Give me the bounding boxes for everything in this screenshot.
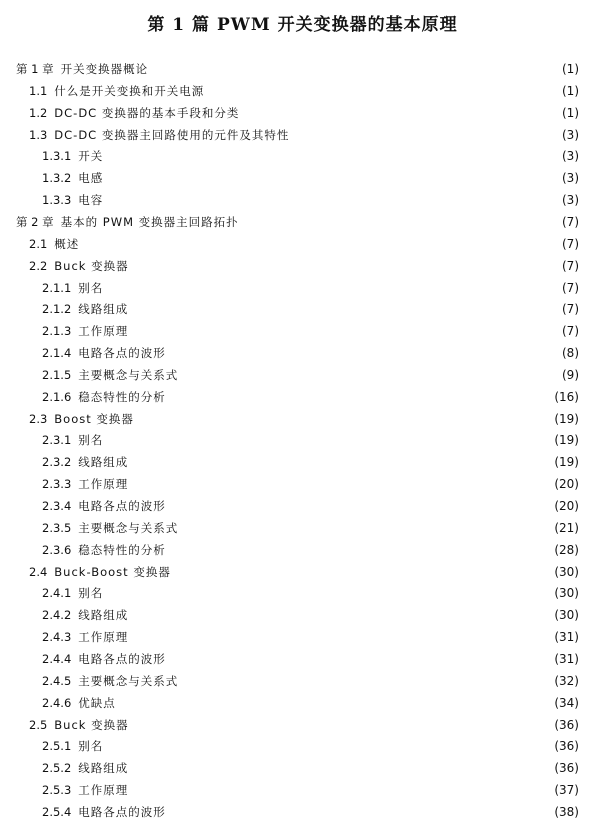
toc-entry-title: 电路各点的波形 — [78, 499, 166, 513]
toc-entry-number: 2.5.3 — [42, 783, 72, 797]
toc-entry-number: 2.3.4 — [42, 499, 72, 513]
toc-entry[interactable] — [42, 583, 103, 603]
toc-entry-number: 2.2 — [29, 259, 48, 273]
toc-entry-number: 2.3 — [29, 412, 48, 426]
toc-entry-page: (21) — [554, 521, 579, 535]
toc-entry-number: 1.2 — [29, 106, 48, 120]
toc-entry[interactable] — [42, 190, 103, 210]
toc-entry-number: 2.5.1 — [42, 739, 72, 753]
toc-entry-page: (7) — [562, 215, 579, 229]
toc-entry[interactable] — [42, 146, 103, 166]
toc-entry-page: (30) — [554, 565, 579, 579]
toc-entry[interactable] — [42, 671, 178, 691]
toc-entry-title: 开关 — [78, 149, 104, 163]
toc-entry[interactable] — [42, 802, 166, 822]
toc-entry-page: (9) — [562, 368, 579, 382]
toc-entry-page: (7) — [562, 281, 579, 295]
toc-entry-title: 电感 — [78, 171, 104, 185]
toc-entry[interactable] — [42, 693, 116, 713]
toc-entry[interactable] — [29, 81, 204, 101]
toc-entry-title: 电容 — [78, 193, 104, 207]
toc-entry-title: 别名 — [78, 586, 104, 600]
toc-entry-title: Buck 变换器 — [54, 259, 129, 273]
toc-entry-page: (1) — [562, 62, 579, 76]
toc-entry[interactable] — [16, 59, 148, 79]
toc-entry[interactable] — [42, 387, 166, 407]
toc-entry-number: 2.1 — [29, 237, 48, 251]
toc-entry-page: (38) — [554, 805, 579, 819]
toc-entry-title: 线路组成 — [78, 302, 129, 316]
toc-entry[interactable] — [42, 452, 128, 472]
toc-entry-number: 2.4.2 — [42, 608, 72, 622]
toc-entry-title: Buck 变换器 — [54, 718, 129, 732]
toc-entry-title: 工作原理 — [78, 783, 129, 797]
toc-entry[interactable] — [29, 715, 129, 735]
toc-entry-title: 电路各点的波形 — [78, 346, 166, 360]
toc-entry-page: (7) — [562, 302, 579, 316]
toc-entry-number: 1.3.1 — [42, 149, 72, 163]
toc-entry-number: 2.3.3 — [42, 477, 72, 491]
toc-entry-page: (20) — [554, 477, 579, 491]
toc-entry-number: 2.4 — [29, 565, 48, 579]
toc-entry[interactable] — [42, 758, 128, 778]
toc-entry[interactable] — [42, 605, 128, 625]
toc-entry-title: DC-DC 变换器的基本手段和分类 — [54, 106, 240, 120]
toc-entry[interactable] — [29, 103, 239, 123]
toc-entry-number: 2.5.2 — [42, 761, 72, 775]
toc-entry[interactable] — [42, 168, 103, 188]
toc-entry[interactable] — [42, 736, 103, 756]
toc-entry-page: (37) — [554, 783, 579, 797]
toc-entry[interactable] — [29, 409, 134, 429]
toc-entry-page: (19) — [554, 433, 579, 447]
toc-entry-page: (36) — [554, 739, 579, 753]
toc-entry-page: (16) — [554, 390, 579, 404]
toc-entry-number: 2.4.4 — [42, 652, 72, 666]
toc-entry-title: 主要概念与关系式 — [78, 674, 179, 688]
toc-entry-title: 工作原理 — [78, 324, 129, 338]
toc-entry[interactable] — [42, 365, 178, 385]
toc-entry-number: 第 2 章 — [16, 215, 54, 229]
toc-entry-title: 工作原理 — [78, 477, 129, 491]
toc-entry[interactable] — [42, 474, 128, 494]
toc-entry-title: 线路组成 — [78, 455, 129, 469]
toc-entry[interactable] — [42, 780, 128, 800]
toc-entry-page: (36) — [554, 761, 579, 775]
toc-entry-page: (30) — [554, 608, 579, 622]
toc-entry-title: Boost 变换器 — [54, 412, 134, 426]
toc-entry-number: 1.3.3 — [42, 193, 72, 207]
toc-entry-title: 基本的 PWM 变换器主回路拓扑 — [60, 215, 239, 229]
toc-entry-number: 2.1.1 — [42, 281, 72, 295]
toc-entry-title: 线路组成 — [78, 761, 129, 775]
toc-entry[interactable] — [16, 212, 239, 232]
toc-entry-page: (8) — [562, 346, 579, 360]
toc-entry[interactable] — [42, 496, 166, 516]
toc-entry-number: 2.5 — [29, 718, 48, 732]
toc-entry-page: (3) — [562, 171, 579, 185]
toc-entry-title: 优缺点 — [78, 696, 116, 710]
toc-entry-number: 2.4.1 — [42, 586, 72, 600]
toc-entry-number: 1.1 — [29, 84, 48, 98]
toc-entry-title: 主要概念与关系式 — [78, 368, 179, 382]
toc-entry-page: (31) — [554, 652, 579, 666]
toc-entry-number: 1.3 — [29, 128, 48, 142]
toc-entry-number: 2.3.2 — [42, 455, 72, 469]
toc-entry-page: (1) — [562, 84, 579, 98]
toc-entry-page: (32) — [554, 674, 579, 688]
toc-entry-number: 2.3.6 — [42, 543, 72, 557]
toc-entry-page: (36) — [554, 718, 579, 732]
toc-entry-number: 2.4.6 — [42, 696, 72, 710]
toc-entry[interactable] — [42, 649, 166, 669]
toc-entry[interactable] — [42, 518, 178, 538]
toc-entry-title: 稳态特性的分析 — [78, 390, 166, 404]
toc-entry-number: 1.3.2 — [42, 171, 72, 185]
toc-entry[interactable] — [42, 627, 128, 647]
page-title: 第 1 篇 PWM 开关变换器的基本原理 — [147, 15, 458, 35]
toc-entry-page: (7) — [562, 237, 579, 251]
toc-entry-number: 2.1.5 — [42, 368, 72, 382]
toc-entry-title: 别名 — [78, 739, 104, 753]
toc-entry-page: (34) — [554, 696, 579, 710]
toc-entry-page: (19) — [554, 412, 579, 426]
toc-entry-title: 别名 — [78, 281, 104, 295]
toc-entry-number: 第 1 章 — [16, 62, 54, 76]
toc-entry-title: Buck-Boost 变换器 — [54, 565, 171, 579]
toc-entry-number: 2.3.1 — [42, 433, 72, 447]
toc-entry-page: (28) — [554, 543, 579, 557]
toc-entry-page: (3) — [562, 149, 579, 163]
toc-entry[interactable] — [42, 430, 103, 450]
toc-entry-title: 什么是开关变换和开关电源 — [54, 84, 205, 98]
toc-entry[interactable] — [29, 125, 289, 145]
toc-entry-title: 稳态特性的分析 — [78, 543, 166, 557]
toc-entry-number: 2.4.3 — [42, 630, 72, 644]
toc-entry-title: 工作原理 — [78, 630, 129, 644]
toc-entry-title: 电路各点的波形 — [78, 805, 166, 819]
toc-entry[interactable] — [42, 343, 166, 363]
toc-entry-number: 2.1.3 — [42, 324, 72, 338]
toc-entry[interactable] — [42, 540, 166, 560]
toc-entry-title: 开关变换器概论 — [60, 62, 149, 76]
toc-entry-page: (3) — [562, 128, 579, 142]
toc-entry-page: (20) — [554, 499, 579, 513]
toc-entry[interactable] — [42, 321, 128, 341]
toc-entry-page: (1) — [562, 106, 579, 120]
toc-entry-title: 电路各点的波形 — [78, 652, 166, 666]
toc-entry-page: (3) — [562, 193, 579, 207]
toc-entry[interactable] — [42, 278, 103, 298]
toc-entry-number: 2.1.4 — [42, 346, 72, 360]
toc-entry-title: DC-DC 变换器主回路使用的元件及其特性 — [54, 128, 290, 142]
toc-entry-title: 线路组成 — [78, 608, 129, 622]
toc-entry-title: 主要概念与关系式 — [78, 521, 179, 535]
toc-entry-page: (7) — [562, 259, 579, 273]
toc-entry[interactable] — [42, 299, 128, 319]
toc-entry[interactable] — [29, 256, 129, 276]
toc-entry-page: (31) — [554, 630, 579, 644]
toc-entry-page: (19) — [554, 455, 579, 469]
toc-entry-title: 别名 — [78, 433, 104, 447]
toc-entry[interactable] — [29, 234, 79, 254]
toc-entry-title: 概述 — [54, 237, 80, 251]
toc-entry-number: 2.4.5 — [42, 674, 72, 688]
toc-entry-number: 2.3.5 — [42, 521, 72, 535]
toc-entry-page: (30) — [554, 586, 579, 600]
toc-entry[interactable] — [29, 562, 171, 582]
toc-entry-number: 2.1.2 — [42, 302, 72, 316]
toc-entry-number: 2.1.6 — [42, 390, 72, 404]
toc-entry-page: (7) — [562, 324, 579, 338]
toc-entry-number: 2.5.4 — [42, 805, 72, 819]
